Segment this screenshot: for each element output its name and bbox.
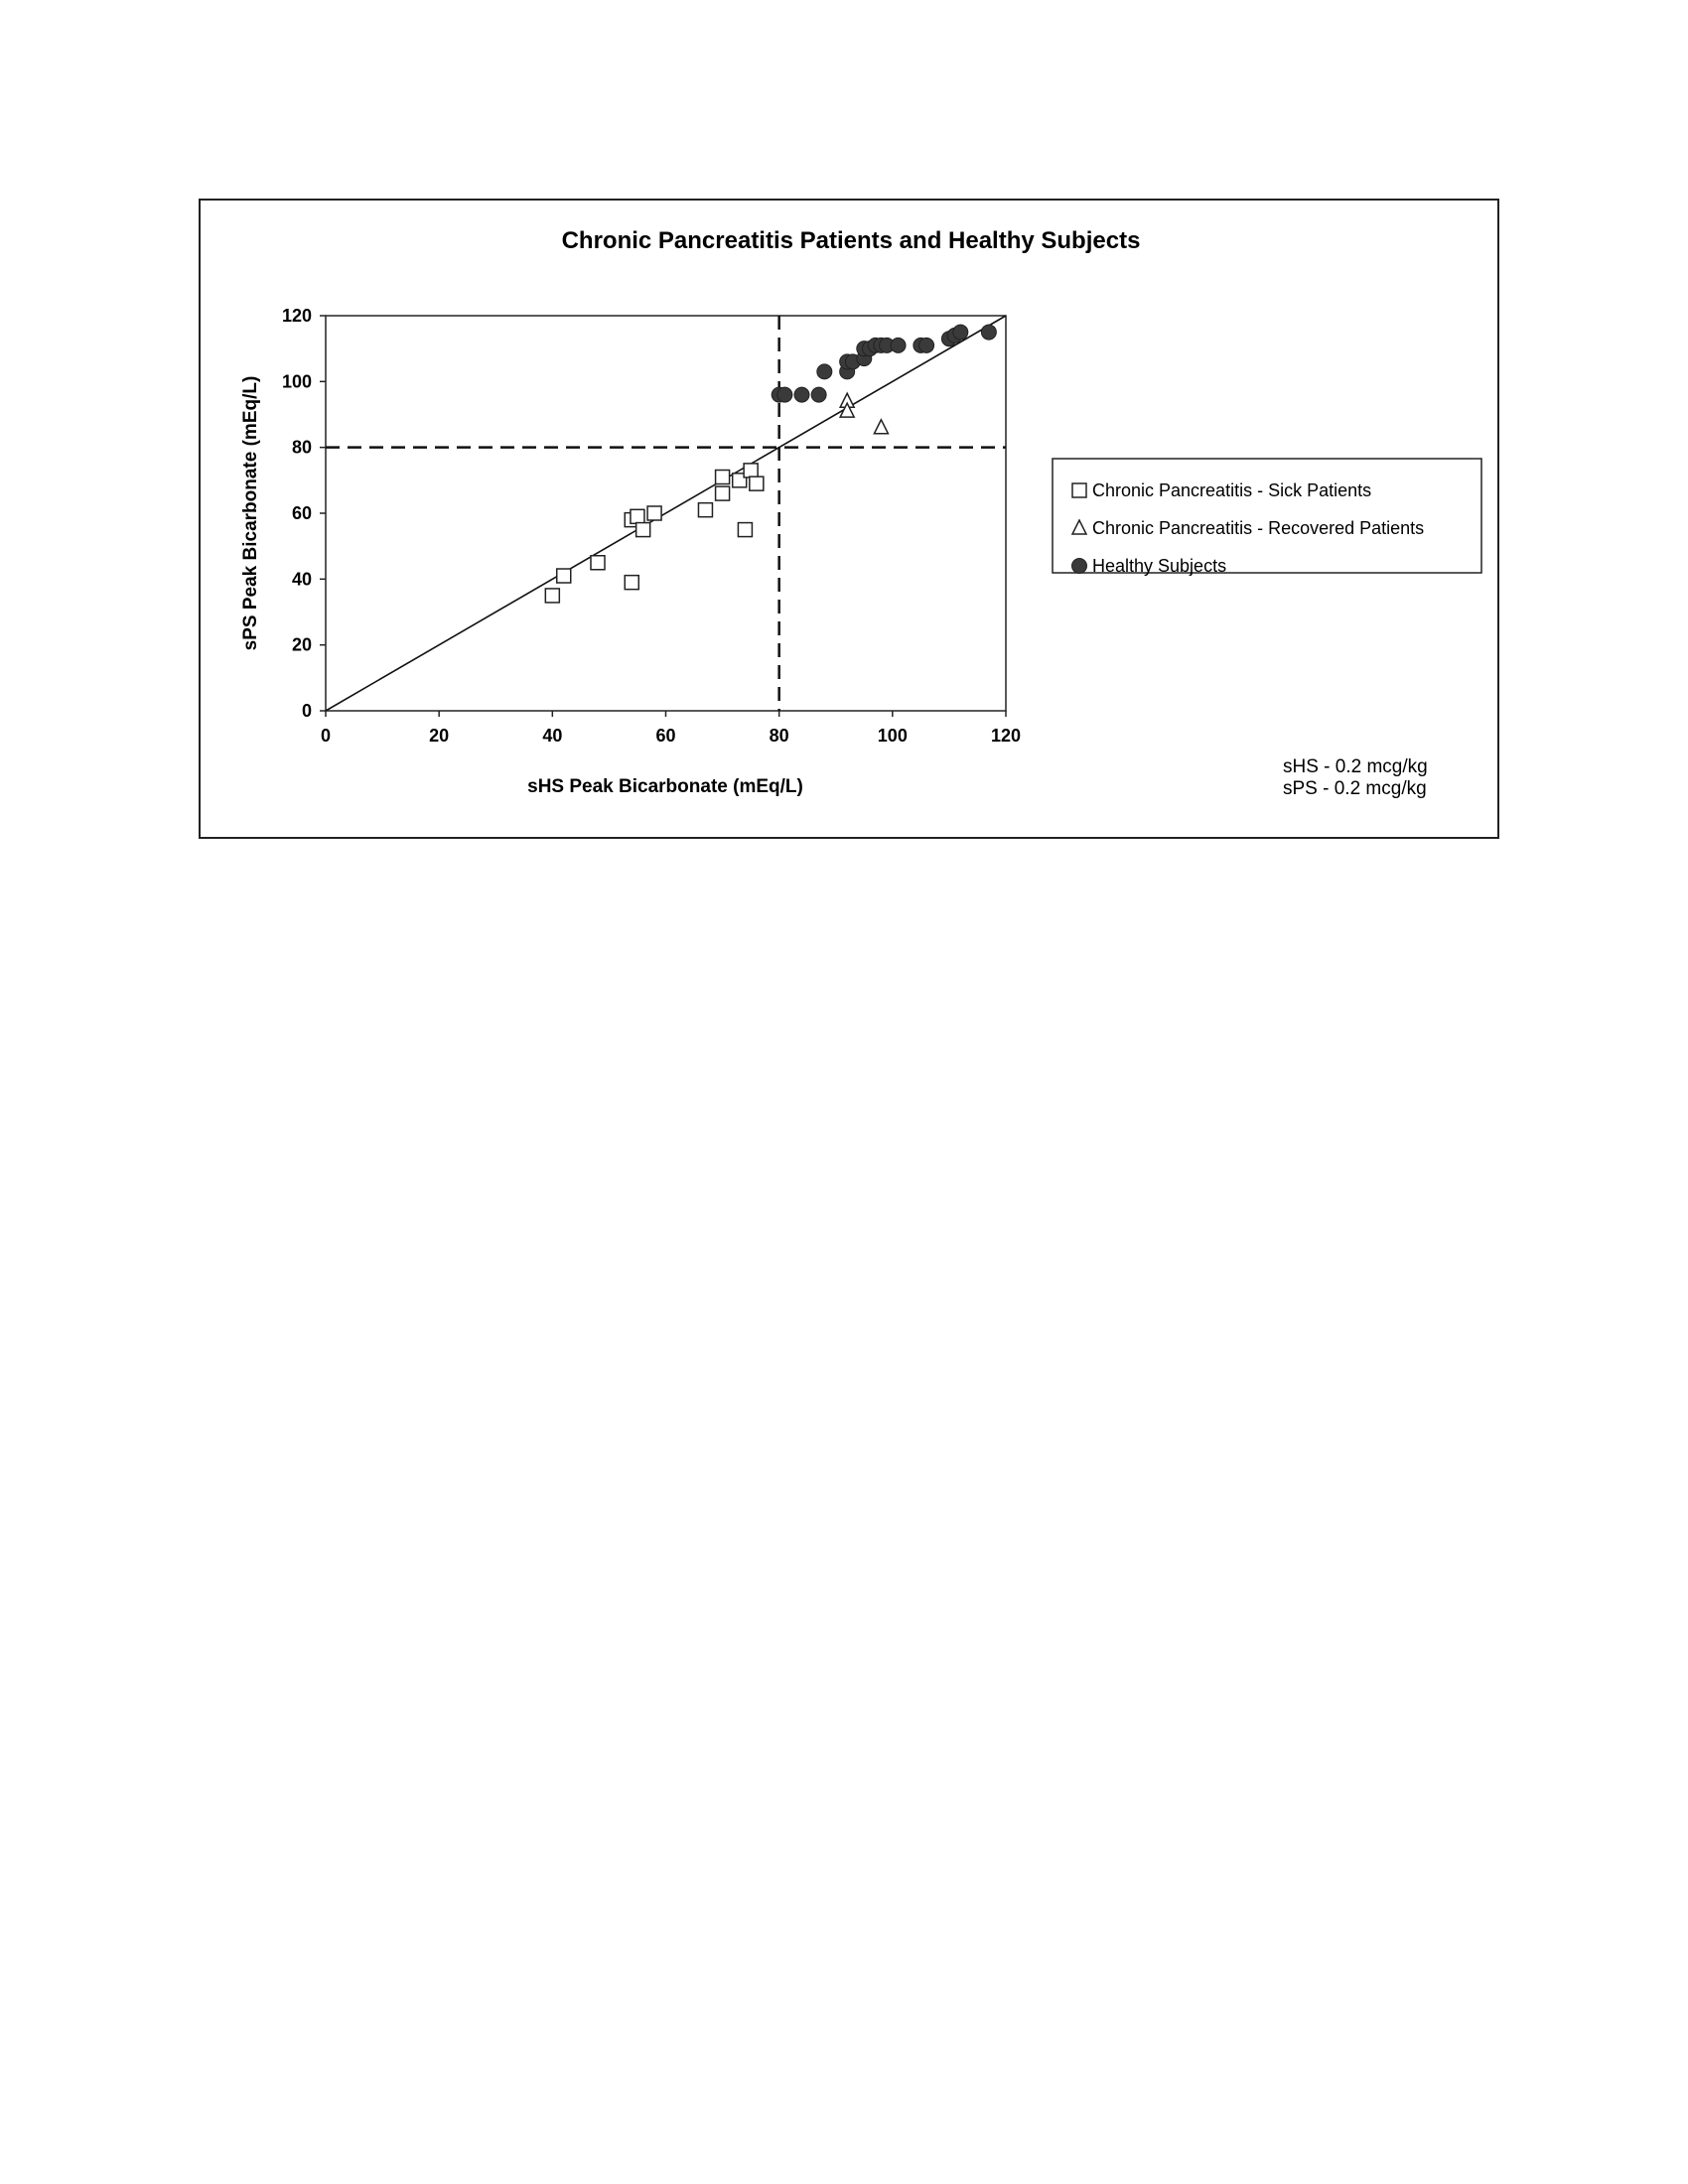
data-point (794, 387, 809, 402)
x-axis-ticks (321, 711, 1021, 746)
series-3 (772, 325, 996, 402)
data-point (631, 509, 644, 523)
data-point (811, 387, 826, 402)
data-point (738, 523, 752, 537)
data-point (777, 387, 792, 402)
data-point (919, 338, 934, 352)
y-axis-ticks (282, 306, 326, 721)
x-tick-label: 40 (542, 726, 563, 746)
data-point (891, 338, 906, 352)
legend (1053, 459, 1481, 576)
data-point (647, 506, 661, 520)
data-point (981, 325, 996, 340)
reference-lines (326, 316, 1006, 711)
y-tick-label: 100 (281, 371, 312, 392)
legend-label: Chronic Pancreatitis - Sick Patients (1092, 480, 1372, 500)
data-point (716, 486, 730, 500)
dose-note-sps: sPS - 0.2 mcg/kg (1283, 778, 1427, 799)
data-point (545, 589, 559, 603)
data-point (817, 364, 832, 379)
legend-marker (1072, 559, 1087, 574)
series-2 (840, 393, 888, 434)
x-tick-label: 60 (655, 726, 676, 746)
chart-title: Chronic Pancreatitis Patients and Healthy Subjects (561, 227, 1141, 254)
scatter-chart (201, 201, 1501, 841)
x-tick-label: 0 (320, 726, 332, 746)
x-tick-label: 100 (877, 726, 908, 746)
data-point (716, 471, 730, 484)
data-point (874, 420, 888, 434)
y-axis-title: sPS Peak Bicarbonate (mEq/L) (240, 375, 261, 651)
x-tick-label: 80 (769, 726, 789, 746)
identity-line (326, 316, 1006, 711)
data-point (698, 503, 712, 517)
x-tick-label: 20 (429, 726, 450, 746)
y-tick-label: 20 (291, 634, 312, 655)
y-tick-label: 40 (291, 569, 312, 590)
dose-note-shs: sHS - 0.2 mcg/kg (1283, 756, 1428, 777)
x-tick-label: 120 (990, 726, 1022, 746)
legend-label: Healthy Subjects (1092, 556, 1227, 576)
legend-label: Chronic Pancreatitis - Recovered Patients (1092, 518, 1425, 538)
y-tick-label: 60 (291, 503, 312, 523)
y-tick-label: 80 (291, 437, 312, 458)
x-axis-title: sHS Peak Bicarbonate (mEq/L) (527, 776, 803, 797)
data-point (750, 477, 764, 490)
data-point (557, 569, 571, 583)
chart-figure (199, 199, 1499, 839)
legend-marker (1072, 483, 1086, 497)
data-point (744, 464, 758, 478)
data-point (953, 325, 968, 340)
data-point (636, 523, 650, 537)
series-1 (545, 464, 763, 603)
data-point (625, 576, 638, 590)
y-tick-label: 120 (281, 306, 312, 326)
data-point (591, 556, 605, 570)
data-points (545, 325, 996, 603)
y-tick-label: 0 (301, 701, 312, 721)
